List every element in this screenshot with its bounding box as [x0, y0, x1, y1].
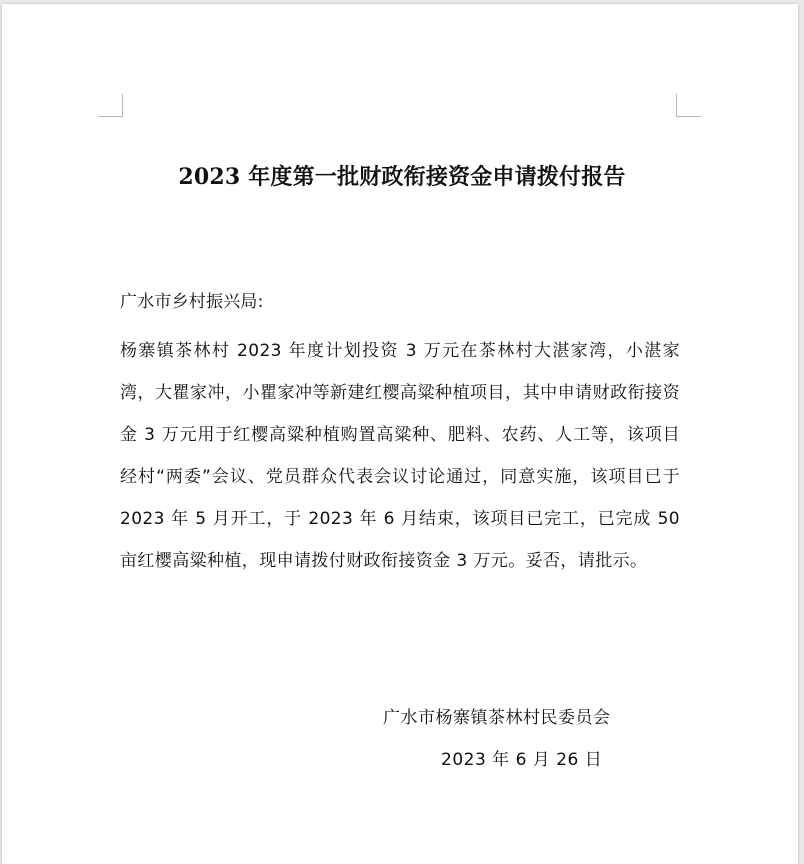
margin-corner-top-left: [98, 94, 123, 117]
document-title: 2023 年度第一批财政衔接资金申请拨付报告: [178, 164, 626, 190]
addressee: 广水市乡村振兴局:: [120, 292, 264, 312]
margin-corner-top-right: [676, 94, 701, 117]
signer: 广水市杨寨镇茶林村民委员会: [383, 708, 611, 728]
signature-date: 2023 年 6 月 26 日: [441, 750, 603, 770]
body-paragraph: 杨寨镇茶林村 2023 年度计划投资 3 万元在茶林村大湛家湾，小湛家湾，大瞿家冲，小瞿家冲等新建红樱高粱种植项目，其中申请财政衔接资金 3 万元用于红樱高粱种植购置高粱种、肥料、农药、人工等，该项目经村“两委”会议、党员群众代表会议讨论通过，同意实施，该项目已于 2023 年 5 月开工，于 2023 年 6 月结束，该项目已完工，已完成 50 亩红樱高粱种植，现申请拨付财政衔接资金 3 万元。妥否，请批示。: [120, 341, 680, 571]
